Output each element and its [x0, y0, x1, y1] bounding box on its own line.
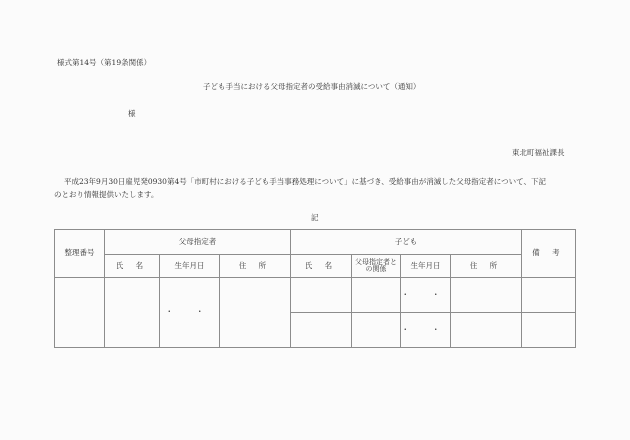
cell-child-name[interactable]: [291, 313, 352, 348]
cell-child-address[interactable]: [451, 313, 522, 348]
header-child-name: 氏 名: [291, 255, 352, 278]
cell-parent-address[interactable]: [220, 278, 291, 348]
info-table: [54, 229, 576, 348]
header-child-relation: 父母指定者との関係: [352, 255, 401, 278]
header-parent-group: 父母指定者: [105, 230, 291, 255]
cell-parent-birthdate[interactable]: ・ ・: [160, 278, 220, 348]
cell-child-address[interactable]: [451, 278, 522, 313]
cell-parent-name[interactable]: [105, 278, 160, 348]
cell-remarks[interactable]: [522, 313, 576, 348]
header-child-group: 子ども: [291, 230, 522, 255]
document-title: 子ども手当における父母指定者の受給事由消滅について（通知）: [203, 82, 421, 91]
cell-remarks[interactable]: [522, 278, 576, 313]
ki-heading: 記: [311, 213, 319, 222]
header-parent-birthdate: 生年月日: [160, 255, 220, 278]
cell-child-name[interactable]: [291, 278, 352, 313]
addressee-suffix: 様: [128, 109, 136, 118]
cell-child-relation[interactable]: [352, 278, 401, 313]
cell-child-birthdate[interactable]: ・ ・: [401, 313, 451, 348]
cell-child-relation[interactable]: [352, 313, 401, 348]
form-number: 様式第14号（第19条関係）: [57, 58, 152, 67]
header-parent-address: 住 所: [220, 255, 291, 278]
cell-child-birthdate[interactable]: ・ ・: [401, 278, 451, 313]
body-text-line-1: 平成23年9月30日雇児発0930第4号「市町村における子ども手当事務処理について」に基づき、受給事由が消滅した父母指定者について、下記: [64, 177, 546, 186]
header-remarks: 備 考: [522, 230, 576, 278]
header-parent-name: 氏 名: [105, 255, 160, 278]
body-text-line-2: のとおり情報提供いたします。: [54, 190, 159, 199]
header-record-number: 整理番号: [55, 230, 105, 278]
header-child-address: 住 所: [451, 255, 522, 278]
sender-name: 東北町福祉課長: [512, 148, 565, 157]
header-child-birthdate: 生年月日: [401, 255, 451, 278]
cell-record-number[interactable]: [55, 278, 105, 348]
